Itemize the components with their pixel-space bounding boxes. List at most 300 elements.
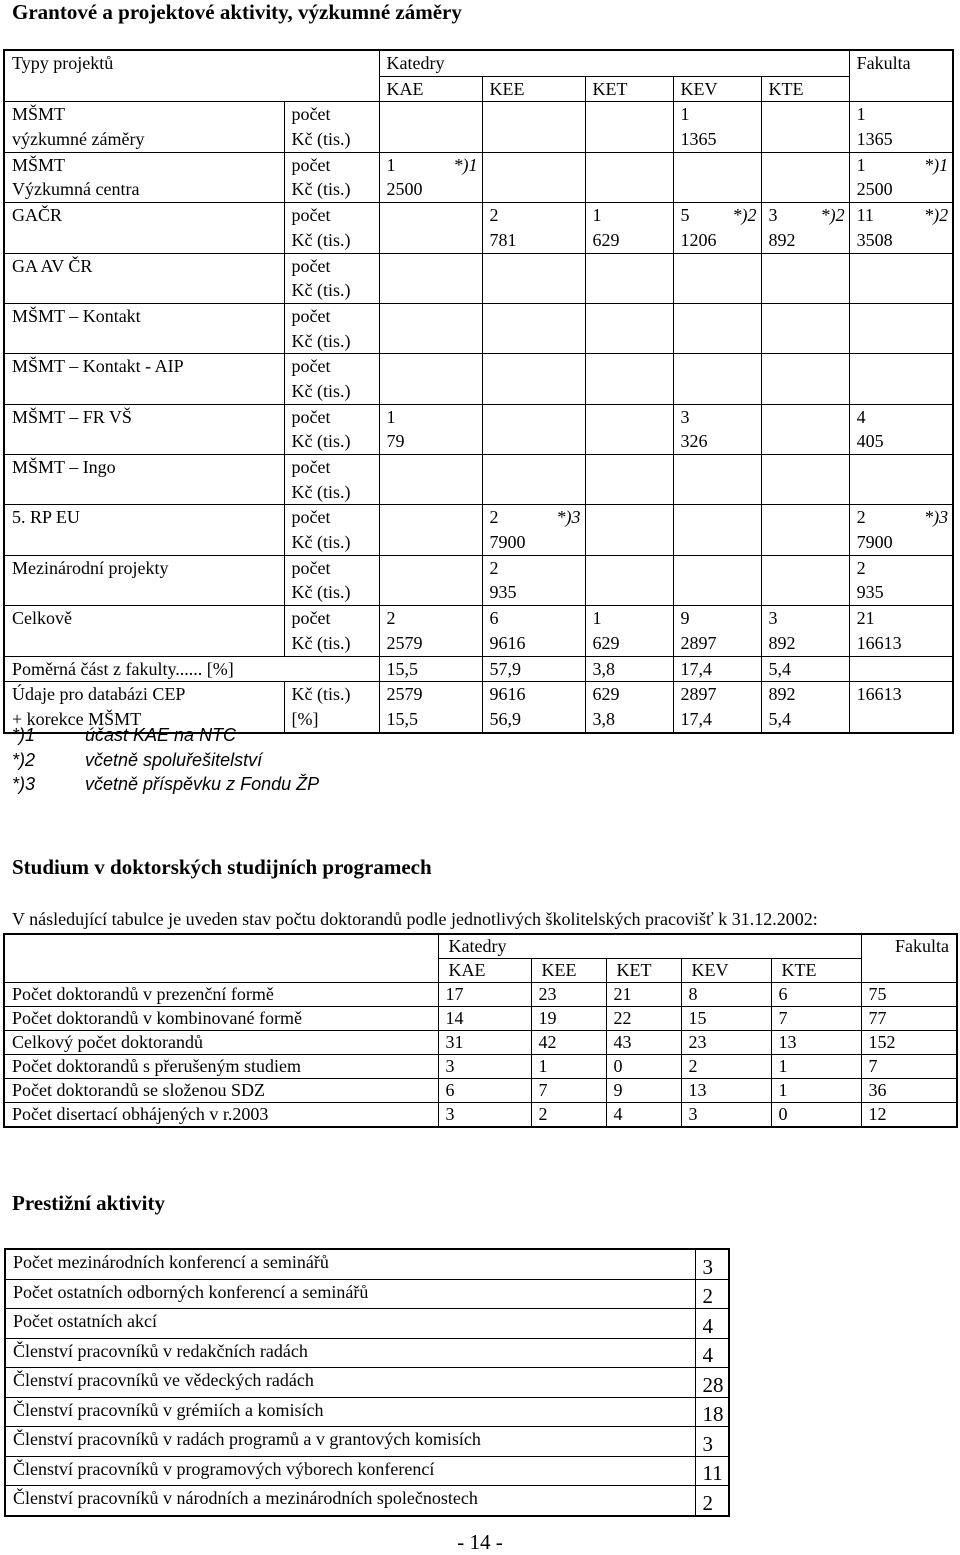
value-cell xyxy=(585,404,673,429)
value-with-note xyxy=(387,153,478,177)
dept-header: KEE xyxy=(482,76,585,102)
row-label: Členství pracovníků v redakčních radách xyxy=(5,1338,695,1368)
value-cell xyxy=(379,278,482,303)
row-label: GAČR xyxy=(4,203,284,228)
dept-header: KET xyxy=(606,959,681,983)
value: 3 xyxy=(768,205,778,226)
value-cell xyxy=(761,455,849,480)
table-row xyxy=(4,303,953,328)
row-label: Počet disertací obhájených v r.2003 xyxy=(4,1103,438,1128)
value-cell: 935 xyxy=(849,580,953,605)
value-cell: 2 xyxy=(531,1103,606,1128)
value-cell: 892 xyxy=(761,631,849,656)
value-cell: 9 xyxy=(673,606,761,631)
value-cell: 629 xyxy=(585,228,673,253)
value-cell xyxy=(673,580,761,605)
value-cell: 1 xyxy=(585,606,673,631)
value-cell xyxy=(379,455,482,480)
value-cell: 2 xyxy=(695,1486,729,1516)
row-label: GA AV ČR xyxy=(4,253,284,278)
value-cell: 892 xyxy=(761,682,849,707)
table-row xyxy=(4,631,953,656)
value-cell: 15,5 xyxy=(379,707,482,733)
value-cell: 56,9 xyxy=(482,707,585,733)
value-cell: 21 xyxy=(606,983,681,1007)
footnote-key: *)1 xyxy=(12,725,36,745)
value: 5 xyxy=(680,205,690,226)
table-row xyxy=(4,480,953,505)
row-label xyxy=(4,278,284,303)
value-cell xyxy=(849,480,953,505)
row-label: MŠMT – Ingo xyxy=(4,455,284,480)
value-cell: 2500 xyxy=(379,177,482,202)
unit-cell: Kč (tis.) xyxy=(284,228,379,253)
unit-cell: Kč (tis.) xyxy=(284,177,379,202)
prestige-table xyxy=(4,1248,730,1517)
unit-cell: Kč (tis.) xyxy=(284,278,379,303)
value-cell: 1 xyxy=(771,1055,861,1079)
value-cell: 15 xyxy=(681,1007,771,1031)
unit-cell: počet xyxy=(284,354,379,379)
value-cell xyxy=(482,102,585,127)
value-cell: 12 xyxy=(861,1103,957,1128)
value-cell xyxy=(849,278,953,303)
header-row xyxy=(4,934,957,959)
value-cell: 2 xyxy=(695,1279,729,1309)
value-cell: 2579 xyxy=(379,682,482,707)
value-cell: 15,5 xyxy=(379,656,482,682)
note-ref: *)2 xyxy=(820,205,845,226)
dept-header: KAE xyxy=(379,76,482,102)
value-cell: 77 xyxy=(861,1007,957,1031)
value-cell xyxy=(673,253,761,278)
value-cell: 7 xyxy=(531,1079,606,1103)
value-cell xyxy=(585,530,673,555)
table-row xyxy=(4,329,953,354)
value-cell: 935 xyxy=(482,580,585,605)
value-cell xyxy=(379,303,482,328)
value-cell: 5,4 xyxy=(761,656,849,682)
row-label: Členství pracovníků v programových výborech konferencí xyxy=(5,1456,695,1486)
note-ref: *)1 xyxy=(453,154,478,175)
value-cell xyxy=(585,379,673,404)
value-cell: 13 xyxy=(681,1079,771,1103)
value-cell xyxy=(849,455,953,480)
value-cell: 7 xyxy=(771,1007,861,1031)
value-cell xyxy=(585,177,673,202)
table-row xyxy=(5,1397,729,1427)
row-label: MŠMT – FR VŠ xyxy=(4,404,284,429)
row-label: Celkový počet doktorandů xyxy=(4,1031,438,1055)
dept-header: KEE xyxy=(531,959,606,983)
value-cell: 21 xyxy=(849,606,953,631)
table-row xyxy=(4,354,953,379)
table-row xyxy=(4,530,953,555)
value-cell xyxy=(673,354,761,379)
value-cell: 2 xyxy=(379,606,482,631)
value-cell xyxy=(482,127,585,152)
unit-cell: Kč (tis.) xyxy=(284,379,379,404)
value-with-note xyxy=(857,505,949,529)
value-cell: 629 xyxy=(585,682,673,707)
table-row xyxy=(4,127,953,152)
value-cell xyxy=(761,429,849,454)
table-row xyxy=(5,1427,729,1457)
value-cell xyxy=(585,102,673,127)
row-label: MŠMT – Kontakt xyxy=(4,303,284,328)
table-row xyxy=(4,429,953,454)
row-label: Počet doktorandů s přerušeným studiem xyxy=(4,1055,438,1079)
blank-cell xyxy=(849,76,953,102)
value-cell: 1365 xyxy=(849,127,953,152)
value-cell: 3508 xyxy=(849,228,953,253)
value-cell: 19 xyxy=(531,1007,606,1031)
unit-cell: Kč (tis.) xyxy=(284,480,379,505)
value: 11 xyxy=(856,205,874,226)
value-cell xyxy=(673,455,761,480)
value-cell xyxy=(482,379,585,404)
value-cell xyxy=(761,177,849,202)
footnote-text: včetně příspěvku z Fondu ŽP xyxy=(85,774,320,794)
value-cell: 3,8 xyxy=(585,707,673,733)
value-cell: 2500 xyxy=(849,177,953,202)
row-label xyxy=(4,530,284,555)
value-cell: 9616 xyxy=(482,631,585,656)
blank-cell xyxy=(849,656,953,682)
value-cell: 9 xyxy=(606,1079,681,1103)
value-cell: 1 xyxy=(379,404,482,429)
value-cell xyxy=(482,354,585,379)
blank-cell xyxy=(4,934,438,983)
unit-cell: Kč (tis.) xyxy=(284,329,379,354)
footnote-text: účast KAE na NTC xyxy=(85,725,237,745)
unit-cell: počet xyxy=(284,505,379,530)
table-row xyxy=(5,1456,729,1486)
value-cell xyxy=(761,203,849,228)
value-cell: 17,4 xyxy=(673,707,761,733)
value-cell xyxy=(761,303,849,328)
value-cell: 2897 xyxy=(673,682,761,707)
value-cell xyxy=(379,580,482,605)
value-cell xyxy=(585,152,673,177)
value-cell: 2579 xyxy=(379,631,482,656)
value-cell xyxy=(761,580,849,605)
section2-intro: V následující tabulce je uveden stav počtu doktorandů podle jednotlivých školitelských pracovišť k 31.12.2002: xyxy=(12,909,818,929)
table-row xyxy=(5,1486,729,1516)
value-cell xyxy=(379,127,482,152)
unit-cell: počet xyxy=(284,253,379,278)
value-cell: 23 xyxy=(531,983,606,1007)
value-cell: 0 xyxy=(771,1103,861,1128)
unit-cell: počet xyxy=(284,606,379,631)
value-cell: 3 xyxy=(438,1055,531,1079)
value-cell xyxy=(379,152,482,177)
value-cell: 43 xyxy=(606,1031,681,1055)
value-cell: 14 xyxy=(438,1007,531,1031)
dept-header: KTE xyxy=(761,76,849,102)
value-cell xyxy=(585,127,673,152)
value-cell xyxy=(849,303,953,328)
row-label: Počet doktorandů v kombinované formě xyxy=(4,1007,438,1031)
footnote xyxy=(12,772,319,797)
header-depts-row xyxy=(4,76,953,102)
row-label: + korekce MŠMT xyxy=(12,708,142,729)
row-label: Členství pracovníků v národních a mezinárodních společnostech xyxy=(5,1486,695,1516)
footnote-text: včetně spoluřešitelství xyxy=(85,749,263,770)
unit-cell: počet xyxy=(284,203,379,228)
footnote xyxy=(12,723,319,748)
value: 1 xyxy=(386,154,396,175)
value-cell: 18 xyxy=(695,1397,729,1427)
table-row xyxy=(4,1055,957,1079)
footnote-key: *)2 xyxy=(12,749,36,770)
value-cell: 3,8 xyxy=(585,656,673,682)
table-row xyxy=(5,1249,729,1279)
value-cell xyxy=(761,555,849,580)
value-cell xyxy=(482,253,585,278)
row-label xyxy=(4,580,284,605)
value-cell xyxy=(482,404,585,429)
value-cell: 42 xyxy=(531,1031,606,1055)
value-cell xyxy=(849,203,953,228)
value-cell: 16613 xyxy=(849,682,953,707)
value-cell xyxy=(482,429,585,454)
value-cell xyxy=(761,480,849,505)
value-cell: 8 xyxy=(681,983,771,1007)
header-row xyxy=(4,50,953,76)
row-label: MŠMT – Kontakt - AIP xyxy=(4,354,284,379)
header-types: Typy projektů xyxy=(12,53,114,73)
value-cell xyxy=(379,228,482,253)
value-with-note xyxy=(681,203,757,227)
value-cell: 28 xyxy=(695,1368,729,1398)
row-label: Počet ostatních odborných konferencí a seminářů xyxy=(5,1279,695,1309)
value-cell: 4 xyxy=(606,1103,681,1128)
value-cell: 1 xyxy=(849,102,953,127)
value-cell xyxy=(585,354,673,379)
value-cell: 4 xyxy=(695,1309,729,1339)
value-cell xyxy=(585,329,673,354)
value-cell xyxy=(585,278,673,303)
value-cell: 629 xyxy=(585,631,673,656)
dept-header: KTE xyxy=(771,959,861,983)
table-row xyxy=(4,983,957,1007)
value-cell xyxy=(673,555,761,580)
header-katedry: Katedry xyxy=(438,934,861,959)
value-cell xyxy=(379,102,482,127)
unit-cell: Kč (tis.) xyxy=(284,631,379,656)
value-cell xyxy=(673,177,761,202)
table-row xyxy=(4,1103,957,1128)
table-row xyxy=(4,177,953,202)
footnote xyxy=(12,748,319,773)
row-label: Členství pracovníků v radách programů a v grantových komisích xyxy=(5,1427,695,1457)
value-with-note xyxy=(490,505,581,529)
row-label: Výzkumná centra xyxy=(12,179,140,200)
row-label: Celkově xyxy=(4,606,284,631)
value-cell: 17,4 xyxy=(673,656,761,682)
row-label: MŠMT xyxy=(4,152,284,177)
value-cell: 16613 xyxy=(849,631,953,656)
table-row xyxy=(4,555,953,580)
row-label xyxy=(4,228,284,253)
value-cell xyxy=(761,505,849,530)
value-cell: 892 xyxy=(761,228,849,253)
blank-cell xyxy=(4,76,284,102)
value-cell: 3 xyxy=(695,1427,729,1457)
table-row xyxy=(4,379,953,404)
row-label: 5. RP EU xyxy=(4,505,284,530)
value-cell: 152 xyxy=(861,1031,957,1055)
value-cell xyxy=(761,329,849,354)
value-cell: 0 xyxy=(606,1055,681,1079)
footnotes xyxy=(12,723,319,797)
table-row xyxy=(4,455,953,480)
value-cell xyxy=(585,555,673,580)
value-cell: 2 xyxy=(681,1055,771,1079)
value-cell xyxy=(849,505,953,530)
row-label: Počet mezinárodních konferencí a seminářů xyxy=(5,1249,695,1279)
value-cell xyxy=(673,505,761,530)
table-row xyxy=(4,152,953,177)
page-number: - 14 - xyxy=(457,1530,503,1554)
value: 2 xyxy=(489,507,499,528)
table-row xyxy=(4,1031,957,1055)
value-cell: 1206 xyxy=(673,228,761,253)
value-cell: 7 xyxy=(861,1055,957,1079)
value-cell xyxy=(673,203,761,228)
value-cell: 326 xyxy=(673,429,761,454)
value-cell: 1 xyxy=(771,1079,861,1103)
unit-cell: počet xyxy=(284,455,379,480)
value-cell xyxy=(673,303,761,328)
row-label: MŠMT xyxy=(4,102,284,127)
value: 1 xyxy=(856,154,866,175)
value-cell: 4 xyxy=(695,1338,729,1368)
row-label: Počet doktorandů v prezenční formě xyxy=(4,983,438,1007)
value-cell xyxy=(761,253,849,278)
value-cell xyxy=(673,329,761,354)
value-cell: 1 xyxy=(673,102,761,127)
value-cell xyxy=(849,707,953,733)
section3-title: Prestižní aktivity xyxy=(12,1191,166,1215)
doctoral-table xyxy=(3,933,958,1128)
table-row xyxy=(4,505,953,530)
unit-cell: Kč (tis.) xyxy=(284,682,379,707)
value-cell xyxy=(849,152,953,177)
unit-cell: počet xyxy=(284,555,379,580)
value-cell: 781 xyxy=(482,228,585,253)
blank-cell xyxy=(861,959,957,983)
unit-cell: Kč (tis.) xyxy=(284,127,379,152)
value: 2 xyxy=(856,507,866,528)
value-cell xyxy=(482,152,585,177)
unit-cell: Kč (tis.) xyxy=(284,580,379,605)
value-cell xyxy=(849,354,953,379)
row-label xyxy=(4,480,284,505)
value-cell: 1365 xyxy=(673,127,761,152)
value-cell: 11 xyxy=(695,1456,729,1486)
value-cell xyxy=(379,253,482,278)
value-cell xyxy=(379,329,482,354)
value-cell xyxy=(379,530,482,555)
unit-cell: počet xyxy=(284,404,379,429)
value-cell xyxy=(673,278,761,303)
value-cell xyxy=(849,379,953,404)
section2-title: Studium v doktorských studijních programech xyxy=(12,855,432,879)
value-cell: 7900 xyxy=(849,530,953,555)
value-cell: 6 xyxy=(771,983,861,1007)
dept-header: KET xyxy=(585,76,673,102)
table-row xyxy=(4,278,953,303)
value-cell xyxy=(482,455,585,480)
value-cell: 2 xyxy=(482,203,585,228)
value-cell xyxy=(585,429,673,454)
table-row xyxy=(4,404,953,429)
value-cell xyxy=(379,203,482,228)
note-ref: *)3 xyxy=(556,507,581,528)
table-row xyxy=(5,1279,729,1309)
value-with-note xyxy=(857,153,949,177)
value-cell: 79 xyxy=(379,429,482,454)
value-cell xyxy=(673,480,761,505)
value-cell xyxy=(482,329,585,354)
unit-cell: počet xyxy=(284,102,379,127)
grants-table xyxy=(3,49,954,734)
value-cell xyxy=(849,329,953,354)
dept-header: KEV xyxy=(673,76,761,102)
section1-title: Grantové a projektové aktivity, výzkumné záměry xyxy=(12,0,462,24)
footnote-key: *)3 xyxy=(12,774,36,794)
value-cell: 2 xyxy=(482,555,585,580)
unit-cell: [%] xyxy=(284,707,379,733)
table-row xyxy=(5,1309,729,1339)
note-ref: *)2 xyxy=(732,205,757,226)
value-cell: 4 xyxy=(849,404,953,429)
row-label xyxy=(4,429,284,454)
table-row xyxy=(4,203,953,228)
value-cell xyxy=(761,404,849,429)
table-row xyxy=(4,1007,957,1031)
value-cell xyxy=(379,480,482,505)
row-label: Členství pracovníků v grémiích a komisích xyxy=(5,1397,695,1427)
value-cell xyxy=(849,253,953,278)
row-label: Počet ostatních akcí xyxy=(5,1309,695,1339)
share-row xyxy=(4,656,953,682)
value-cell xyxy=(585,253,673,278)
note-ref: *)2 xyxy=(924,205,949,226)
value-cell xyxy=(761,379,849,404)
value-cell xyxy=(585,580,673,605)
header-katedry: Katedry xyxy=(379,50,849,76)
value-cell xyxy=(482,177,585,202)
unit-cell: Kč (tis.) xyxy=(284,429,379,454)
value-cell: 2 xyxy=(849,555,953,580)
value-cell: 3 xyxy=(673,404,761,429)
value-cell xyxy=(761,127,849,152)
value-cell: 3 xyxy=(761,606,849,631)
value-cell xyxy=(379,354,482,379)
value-cell xyxy=(379,555,482,580)
value-cell: 17 xyxy=(438,983,531,1007)
share-label: Poměrná část z fakulty...... [%] xyxy=(4,656,379,682)
value-cell: 3 xyxy=(681,1103,771,1128)
header-fakulta: Fakulta xyxy=(849,50,953,76)
value-cell xyxy=(761,530,849,555)
value-cell xyxy=(482,480,585,505)
table-row xyxy=(4,606,953,631)
table-row xyxy=(4,580,953,605)
